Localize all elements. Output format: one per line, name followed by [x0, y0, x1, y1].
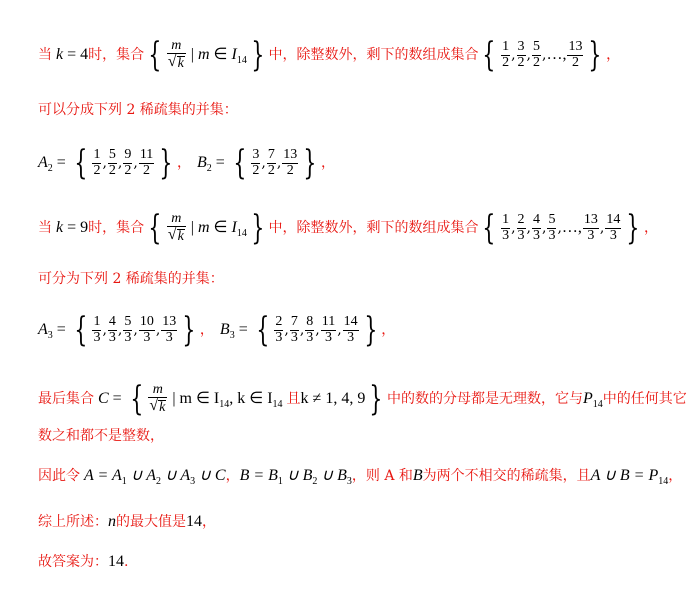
fraction: $\frac{14}{3}$	[343, 313, 358, 345]
fraction: $\frac{13}{2}$	[568, 38, 583, 70]
fraction: $\frac{13}{3}$	[162, 313, 177, 345]
set-condition: | m ∈ $I_{14}$	[186, 219, 247, 239]
line-10	[38, 514, 216, 530]
var-k: k	[52, 219, 64, 236]
fraction: $\frac{1}{2}$	[93, 146, 101, 178]
qie-text: 且	[286, 391, 301, 407]
text: 因此令	[38, 468, 80, 484]
left-brace: {	[74, 143, 88, 183]
set-B3: $B_3$	[219, 321, 235, 341]
answer-value: 14	[186, 513, 202, 530]
fraction: m √ k	[167, 37, 184, 71]
text: ，	[606, 47, 621, 63]
left-brace: {	[256, 310, 270, 350]
text: 时，集合	[88, 47, 145, 63]
expr-B: $B = B_1$ ∪ $B_2$ ∪ $B_3$	[239, 467, 352, 487]
text: 当	[38, 47, 52, 63]
var-P14: $P_{14}$	[582, 390, 603, 410]
ellipsis: …,	[546, 46, 567, 63]
fraction: $\frac{2}{3}$	[517, 211, 525, 243]
end-punct: ，	[202, 514, 216, 530]
fraction: m √ k	[149, 381, 166, 415]
left-brace: {	[148, 208, 162, 248]
right-brace: }	[369, 379, 383, 419]
right-brace: }	[251, 208, 265, 248]
ellipsis: …,	[561, 219, 582, 236]
k-value: 9	[80, 219, 89, 236]
text: ，	[644, 220, 658, 236]
text: 可分为下列 2 稀疏集的并集：	[38, 271, 224, 287]
left-brace: {	[233, 143, 247, 183]
text: 可以分成下列 2 稀疏集的并集：	[38, 102, 238, 118]
text: 数之和都不是整数，	[38, 428, 164, 444]
expr-A: $A = A_1$ ∪ $A_2$ ∪ $A_3$ ∪ C	[84, 467, 226, 487]
fraction: $\frac{4}{3}$	[533, 211, 540, 243]
text: 为两个不相交的稀疏集，且	[422, 468, 591, 484]
text: 中，除整数外，剩下的数组成集合	[268, 47, 479, 63]
end-punct: .	[124, 554, 129, 570]
fraction: $\frac{4}{3}$	[108, 313, 116, 345]
line-7: 最后集合 C = { m √ k | m ∈ $I_{14}$, k ∈ $I_{14}$ 且 k ≠ 1, 4, 9 } 中的数的分母都是无理数，它与 $P_{14}$ 中的任何其它	[38, 379, 687, 419]
line-11	[38, 554, 128, 570]
fraction: $\frac{11}{2}$	[139, 146, 154, 178]
fraction: m √ k	[167, 210, 184, 244]
comma: ，	[225, 468, 240, 484]
right-brace: }	[159, 143, 173, 183]
answer-value: 14	[108, 553, 124, 570]
fraction: $\frac{3}{2}$	[517, 38, 525, 70]
text: 的最大值是	[116, 514, 186, 530]
right-brace: }	[588, 35, 602, 75]
right-brace: }	[626, 208, 640, 248]
fraction: $\frac{10}{3}$	[139, 313, 154, 345]
line-5	[38, 272, 224, 286]
left-brace: {	[482, 35, 496, 75]
separator: ，	[199, 322, 214, 338]
text: 中的数的分母都是无理数，它与	[386, 391, 583, 407]
var-B: B	[412, 467, 423, 484]
left-brace: {	[74, 310, 88, 350]
var-C: C	[94, 390, 109, 407]
right-brace: }	[251, 35, 265, 75]
fraction: $\frac{5}{3}$	[548, 211, 556, 243]
fraction: $\frac{14}{3}$	[606, 211, 621, 243]
text: 最后集合	[38, 391, 94, 407]
fraction: $\frac{1}{2}$	[502, 38, 510, 70]
fraction: $\frac{8}{3}$	[306, 313, 314, 345]
equals: =	[63, 46, 81, 63]
line-2	[38, 103, 238, 117]
left-brace: {	[148, 35, 162, 75]
left-brace: {	[482, 208, 496, 248]
text: 时，集合	[88, 220, 145, 236]
end-punct: ，	[381, 322, 396, 338]
text: 中的任何其它	[602, 391, 687, 407]
right-brace: }	[182, 310, 196, 350]
fraction: $\frac{1}{3}$	[93, 313, 101, 345]
line-1: 当 k = 4 时，集合 { m √ k | m ∈ $I_{14}$ } 中，除整数外，剩下的数组成集合 { $\frac{1}{2}$ , $\frac{3}{2}$ , $\frac{5}{2}$ , …, $\frac{13}{2}$ } ，	[38, 35, 621, 75]
fraction: $\frac{13}{3}$	[583, 211, 598, 243]
expr-union: A ∪ $B = P_{14}$	[590, 467, 669, 487]
fraction: $\frac{2}{3}$	[275, 313, 283, 345]
line-3: $A_2$ = { $\frac{1}{2}$ , $\frac{5}{2}$ , $\frac{9}{2}$ , $\frac{11}{2}$ } ， $B_2$ = { $\frac{3}{2}$ , $\frac{7}{2}$ , $\frac{13}{2}$ } ，	[38, 143, 335, 183]
fraction: $\frac{3}{2}$	[252, 146, 260, 178]
fraction: $\frac{1}{3}$	[502, 211, 510, 243]
fraction: $\frac{9}{2}$	[124, 146, 132, 178]
line-4: 当 k = 9 时，集合 { m √ k | m ∈ $I_{14}$ } 中，除整数外，剩下的数组成集合 { $\frac{1}{3}$ , $\frac{2}{3}$ , $\frac{4}{3}$ , $\frac{5}{3}$ , …, $\frac{13}{3}$ , $\frac{14}{3}$ } ，	[38, 208, 658, 248]
text: 故答案为：	[38, 554, 108, 570]
text: 综上所述：	[38, 514, 108, 530]
var-k: k	[52, 46, 64, 63]
end-punct: ，	[320, 155, 335, 171]
fraction: $\frac{7}{2}$	[267, 146, 275, 178]
fraction: $\frac{13}{2}$	[283, 146, 298, 178]
var-n: n	[108, 513, 116, 530]
right-brace: }	[363, 310, 377, 350]
fraction: $\frac{11}{3}$	[321, 313, 336, 345]
set-condition: | m ∈ $I_{14}$, k ∈ $I_{14}$	[168, 390, 283, 410]
line-6: $A_3$ = { $\frac{1}{3}$ , $\frac{4}{3}$ , $\frac{5}{3}$ , $\frac{10}{3}$ , $\frac{13}{3}$ } ， $B_3$ = { $\frac{2}{3}$ , $\frac{7}{3}$ , $\frac{8}{3}$ , $\frac{11}{3}$ , $\frac{14}{3}$ } ，	[38, 310, 396, 350]
set-condition: | m ∈ $I_{14}$	[186, 46, 247, 66]
set-A2: $A_2$	[38, 154, 53, 174]
right-brace: }	[303, 143, 317, 183]
k-value: 4	[80, 46, 89, 63]
line-8	[38, 429, 164, 443]
fraction: $\frac{5}{3}$	[124, 313, 132, 345]
fraction: $\frac{5}{2}$	[533, 38, 540, 70]
left-brace: {	[130, 379, 144, 419]
text: 当	[38, 220, 52, 236]
separator: ，	[176, 155, 191, 171]
text: ，则 A 和	[351, 468, 413, 484]
text: 中，除整数外，剩下的数组成集合	[268, 220, 479, 236]
line-9	[38, 467, 683, 487]
end-punct: ，	[668, 468, 683, 484]
set-B2: $B_2$	[196, 154, 212, 174]
condition-k: k ≠ 1, 4, 9	[300, 390, 366, 407]
set-A3: $A_3$	[38, 321, 53, 341]
fraction: $\frac{5}{2}$	[108, 146, 116, 178]
fraction: $\frac{7}{3}$	[290, 313, 298, 345]
